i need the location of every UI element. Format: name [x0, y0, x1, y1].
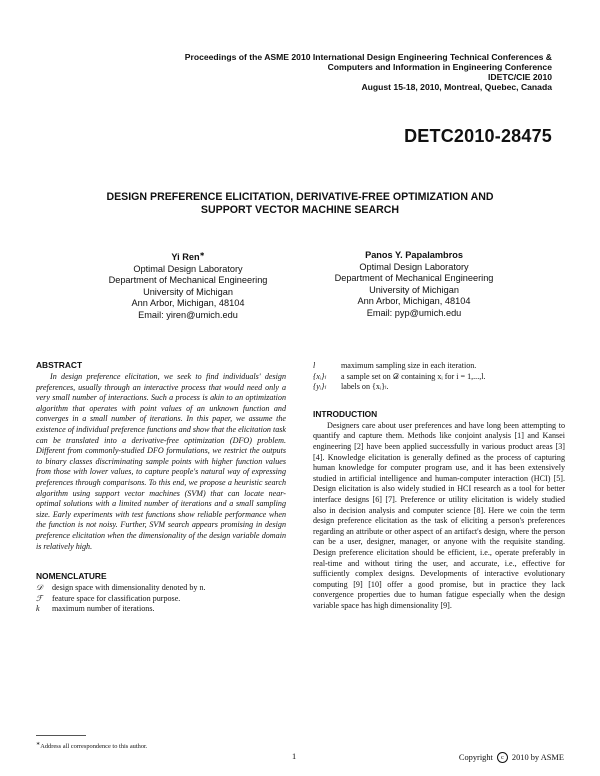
left-column: [36, 360, 286, 615]
author-block: [73, 250, 303, 322]
footnote-text: Address all correspondence to this author.: [40, 743, 148, 751]
nomenclature-definition: maximum number of iterations.: [52, 604, 155, 614]
author-email: Email: pyp@umich.edu: [366, 307, 462, 318]
nomenclature-definition: maximum sampling size in each iteration.: [341, 361, 477, 370]
nomenclature-list: [36, 583, 286, 615]
introduction-heading: INTRODUCTION: [313, 408, 378, 419]
nomenclature-item: [36, 583, 286, 594]
nomenclature-definition: feature space for classification purpose.: [52, 593, 181, 603]
author-name: [73, 250, 303, 264]
page-number: 1: [292, 752, 297, 761]
author-lab: Optimal Design Laboratory: [133, 263, 243, 274]
author-block: [299, 250, 529, 320]
copyright-word: Copyright: [458, 753, 493, 762]
author-name-text: Yi Ren: [171, 252, 200, 263]
nomenclature-item: [36, 594, 286, 605]
author-email: Email: yiren@umich.edu: [138, 310, 238, 321]
author-name: Panos Y. Papalambros: [365, 250, 463, 260]
author-univ: University of Michigan: [369, 284, 459, 295]
footnote: [36, 741, 147, 750]
nomenclature-item: [313, 361, 565, 372]
nomenclature-symbol: {yᵢ}ₗ: [313, 382, 326, 392]
nomenclature-item: [313, 382, 565, 393]
right-column: [313, 360, 565, 611]
conference-line: Proceedings of the ASME 2010 International Design Engineering Technical Conferences &: [184, 52, 552, 62]
abstract-heading: ABSTRACT: [36, 360, 83, 370]
nomenclature-symbol: l: [313, 361, 316, 370]
copyright-notice: [459, 752, 564, 763]
paper-title: [60, 191, 540, 217]
nomenclature-section: [36, 571, 286, 615]
abstract-section: [36, 360, 286, 552]
footnote-rule: [36, 735, 86, 736]
introduction-text: Designers care about user preferences and have long been attempting to quantify and capture them. Methods like conjoint analysis [1] and Kansei engineering [2] have been applied successfully in various product areas [3] [4]. Knowledge elicitation is generally defined as the process of capturing human knowledge for computer program use, and it has been extensively studied in artificial intelligence and human-computer interaction (HCI) [5]. Design elicitation is also widely studied in HCI research as a tool for better interface designs [6] [7]. Preference or utility elicitation is widely studied also in decision analysis and computer science [8]. Here we coin the term design preference elicitation as the task of eliciting a person's preferences regarding an attribute or other aspect of an artifact's design, where the person can be a user, designer, manager, or anyone with the requisite standing. Design preference elicitation should be efficient, i.e., operate preferably in real-time and without tiring the user, and accurate, i.e., effective for sufficiently complex designs. Developments of interactive evolutionary computing [9] [10] offer a good promise, but in practice they lack convergence properties due to human fatigue especially when the design variable space has high dimensionality [9].: [313, 420, 565, 610]
nomenclature-heading: NOMENCLATURE: [36, 571, 107, 582]
author-dept: Department of Mechanical Engineering: [334, 273, 494, 284]
nomenclature-definition: a sample set on 𝒟 containing xᵢ for i = 1,...,l.: [341, 371, 486, 381]
author-lab: Optimal Design Laboratory: [359, 261, 469, 272]
nomenclature-symbol: 𝒟: [36, 583, 43, 593]
introduction-section: [313, 409, 565, 612]
title-line: DESIGN PREFERENCE ELICITATION, DERIVATIVE-FREE OPTIMIZATION AND: [106, 191, 494, 203]
nomenclature-definition: labels on {xᵢ}ₗ.: [341, 382, 389, 392]
author-mark: ∗: [199, 252, 205, 258]
conference-header: [82, 52, 552, 92]
conference-line: August 15-18, 2010, Montreal, Quebec, Canada: [361, 82, 552, 92]
paper-id: DETC2010-28475: [404, 126, 552, 146]
conference-line: IDETC/CIE 2010: [488, 72, 552, 82]
conference-line: Computers and Information in Engineering Conference: [327, 62, 552, 72]
nomenclature-continued-list: [313, 361, 565, 393]
author-city: Ann Arbor, Michigan, 48104: [357, 296, 471, 307]
title-line: SUPPORT VECTOR MACHINE SEARCH: [200, 204, 400, 216]
nomenclature-item: [313, 372, 565, 383]
nomenclature-symbol: ℱ: [36, 593, 43, 603]
copyright-rest: 2010 by ASME: [511, 753, 564, 762]
abstract-text: In design preference elicitation, we seek to find individuals' design preferences, usually through an interactive process that would need only a very small number of interactions. Such a process is akin to an optimization algorithm that operates with point values of an unknown function and converges in a small number of iterations. In this paper, we assume the existence of individual preference functions and show that the elicitation task can be translated into a derivative-free optimization (DFO) problem. Different from commonly-studied DFO formulations, we restrict the outputs to binary classes discriminating sample points with higher function values from those with lower values, to capture people's natural way of expressing preferences through comparisons. To this end, we propose a heuristic search algorithm using support vector machines (SVM) that can locate near-optimal solutions with a limited number of iterations and a small sampling size. Early experiments with test functions show reliable performance when the function is not noisy. Further, SVM search appears promising in design preference elicitation when the dimensionality of the design variable domain is relatively high.: [36, 372, 286, 551]
footnote-mark: ∗: [36, 742, 41, 747]
author-univ: University of Michigan: [143, 286, 233, 297]
copyright-icon: c: [497, 752, 508, 763]
nomenclature-definition: design space with dimensionality denoted by n.: [52, 583, 206, 593]
author-dept: Department of Mechanical Engineering: [108, 275, 268, 286]
author-city: Ann Arbor, Michigan, 48104: [131, 298, 245, 309]
nomenclature-symbol: k: [36, 604, 40, 614]
nomenclature-item: [36, 604, 286, 615]
nomenclature-symbol: {xᵢ}ₗ: [313, 371, 326, 381]
